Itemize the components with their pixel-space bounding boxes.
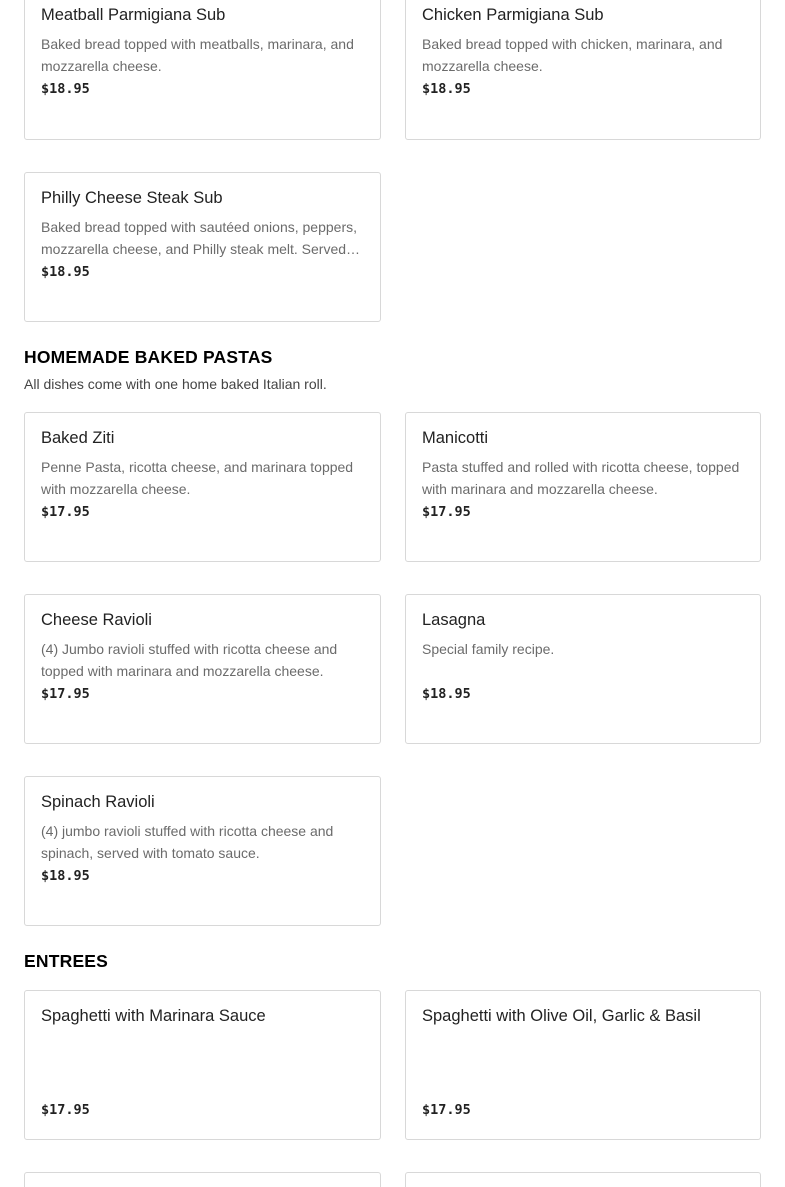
section-title-entrees: ENTREES — [24, 951, 109, 971]
menu-item-card[interactable] — [24, 412, 381, 562]
menu-item-price: $18.95 — [41, 868, 90, 884]
menu-item-description: Baked bread topped with sautéed onions, peppers, mozzarella cheese, and Philly steak melt. Served… — [41, 219, 361, 257]
menu-item-price: $17.95 — [422, 504, 471, 520]
menu-item-price: $18.95 — [41, 81, 90, 97]
menu-item-card[interactable] — [24, 172, 381, 322]
section-subtitle-pastas: All dishes come with one home baked Italian roll. — [24, 376, 327, 392]
menu-item-card[interactable] — [24, 594, 381, 744]
menu-item-price: $17.95 — [41, 1102, 90, 1118]
menu-item-price: $18.95 — [422, 686, 471, 702]
menu-item-name: Meatball Parmigiana Sub — [41, 6, 226, 24]
menu-item-name: Philly Cheese Steak Sub — [41, 189, 223, 207]
menu-item-description: Baked bread topped with meatballs, marinara, and mozzarella cheese. — [41, 36, 354, 74]
menu-item-description: (4) jumbo ravioli stuffed with ricotta cheese and spinach, served with tomato sauce. — [41, 823, 334, 861]
menu-item-name: Lasagna — [422, 611, 486, 629]
section-title-pastas: HOMEMADE BAKED PASTAS — [24, 347, 273, 367]
menu-item-card[interactable] — [24, 776, 381, 926]
menu-item-price: $17.95 — [41, 686, 90, 702]
menu-item-name: Spaghetti with Olive Oil, Garlic & Basil — [422, 1007, 701, 1025]
menu-item-name: Spinach Ravioli — [41, 793, 155, 811]
menu-item-card[interactable] — [405, 594, 761, 744]
menu-item-card[interactable] — [405, 1172, 761, 1187]
menu-item-name: Spaghetti with Marinara Sauce — [41, 1007, 266, 1025]
menu-item-card[interactable] — [405, 412, 761, 562]
menu-item-description: Penne Pasta, ricotta cheese, and marinara topped with mozzarella cheese. — [41, 459, 354, 497]
menu-item-description: Special family recipe. — [422, 641, 555, 657]
menu-item-price: $18.95 — [422, 81, 471, 97]
menu-item-name: Manicotti — [422, 429, 489, 447]
menu-item-card[interactable] — [24, 0, 381, 140]
menu-item-description: (4) Jumbo ravioli stuffed with ricotta cheese and topped with marinara and mozzarella cheese. — [41, 641, 338, 679]
menu-item-name: Cheese Ravioli — [41, 611, 152, 629]
menu-item-price: $18.95 — [41, 264, 90, 280]
menu-item-name: Baked Ziti — [41, 429, 115, 447]
menu-item-price: $17.95 — [422, 1102, 471, 1118]
menu-item-description: Baked bread topped with chicken, marinara, and mozzarella cheese. — [422, 36, 723, 74]
menu-item-card[interactable] — [24, 990, 381, 1140]
menu-item-price: $17.95 — [41, 504, 90, 520]
menu-item-description: Pasta stuffed and rolled with ricotta cheese, topped with marinara and mozzarella cheese. — [422, 459, 740, 497]
menu-item-card[interactable] — [405, 990, 761, 1140]
menu-item-name: Chicken Parmigiana Sub — [422, 6, 604, 24]
menu-item-card[interactable] — [405, 0, 761, 140]
menu-item-card[interactable] — [24, 1172, 381, 1187]
